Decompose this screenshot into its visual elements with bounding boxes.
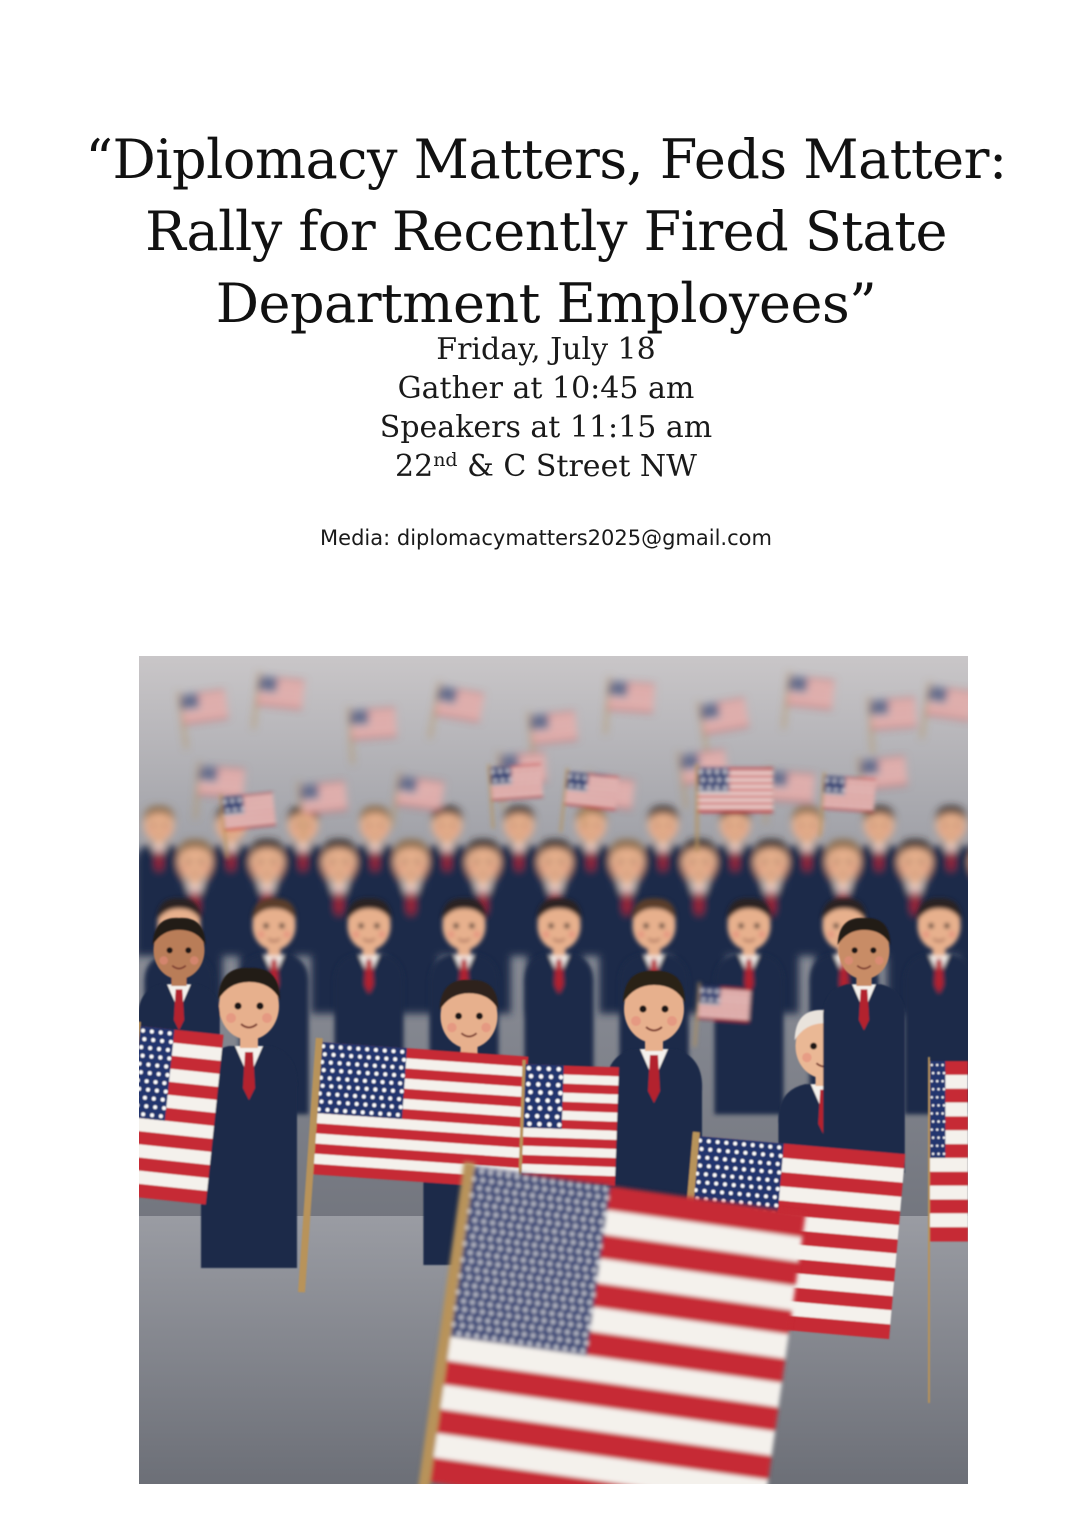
- location-suffix: nd: [433, 449, 458, 471]
- crowd-illustration: [139, 656, 968, 1484]
- location-street: & C Street NW: [457, 449, 697, 484]
- gather-time: Gather at 10:45 am: [397, 371, 695, 406]
- event-details: [0, 330, 1092, 490]
- media-contact: [0, 523, 1092, 553]
- headline-line-3: Department Employees”: [215, 272, 877, 335]
- location-number: 22: [395, 449, 434, 484]
- crowd-flags-photo: [139, 656, 968, 1484]
- media-label: Media:: [320, 526, 397, 550]
- event-location: [0, 447, 1092, 490]
- media-email[interactable]: diplomacymatters2025@gmail.com: [396, 526, 772, 550]
- flyer-headline: [0, 124, 1092, 340]
- headline-line-1: “Diplomacy Matters, Feds Matter:: [85, 128, 1007, 191]
- event-date: Friday, July 18: [436, 332, 656, 367]
- speakers-time: Speakers at 11:15 am: [379, 410, 713, 445]
- headline-line-2: Rally for Recently Fired State: [145, 200, 947, 263]
